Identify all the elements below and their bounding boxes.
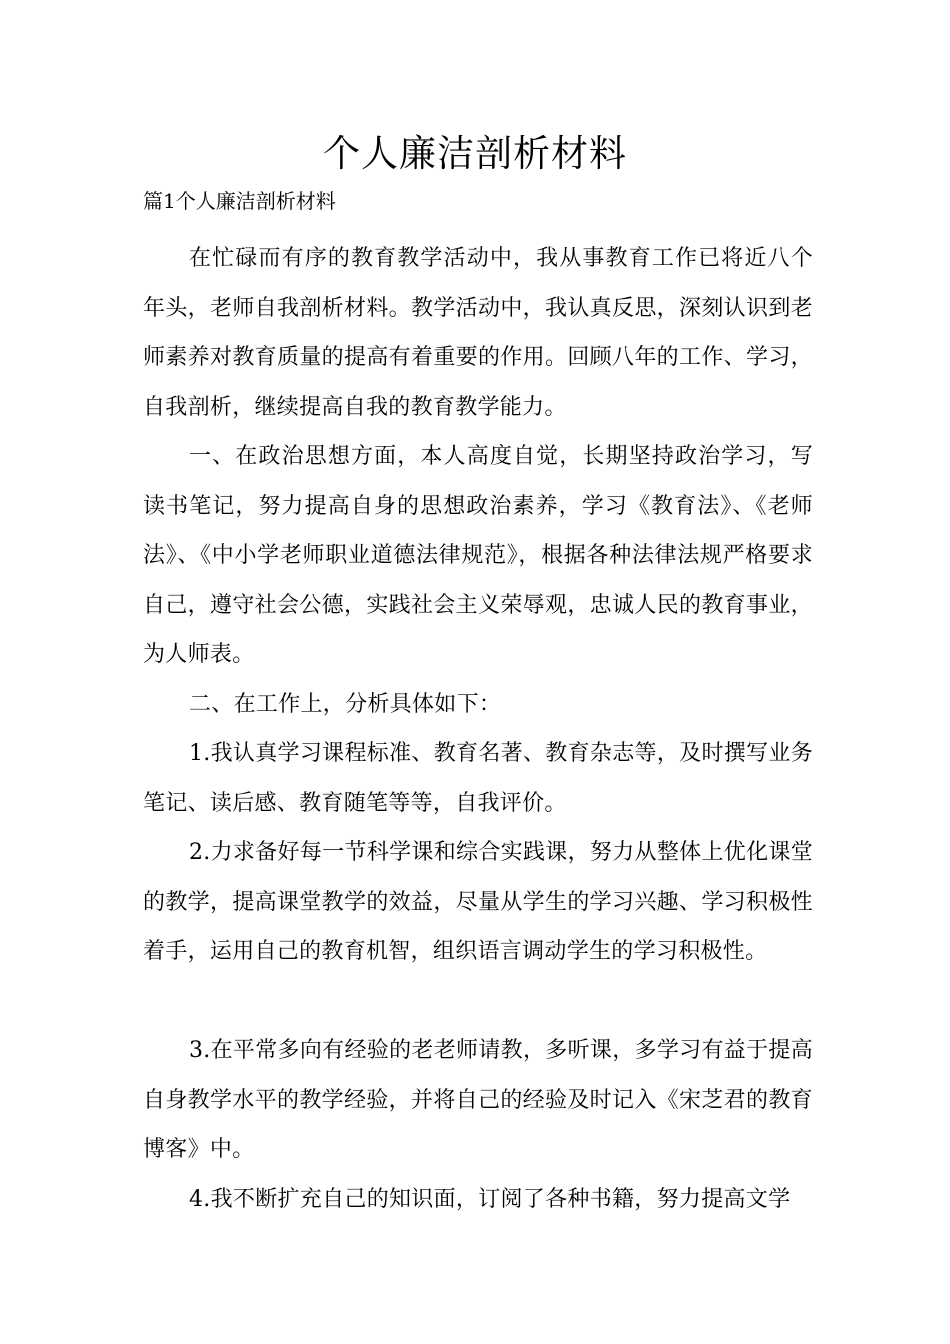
- paragraph-item-3: 3.在平常多向有经验的老老师请教，多听课，多学习有益于提高自身教学水平的教学经验，并将自己的经验及时记入《宋芝君的教育博客》中。: [143, 1038, 813, 1162]
- document-subtitle: 篇1个人廉洁剖析材料: [143, 189, 336, 213]
- paragraph-gap: [143, 977, 813, 1027]
- paragraph-item-4: 4.我不断扩充自己的知识面，订阅了各种书籍，努力提高文学: [189, 1186, 791, 1212]
- document-title: 个人廉洁剖析材料: [323, 132, 627, 175]
- paragraph-political: 一、在政治思想方面，本人高度自觉，长期坚持政治学习，写读书笔记，努力提高自身的思想政治素养，学习《教育法》、《老师法》、《中小学老师职业道德法律规范》，根据各种法律法规严格要求自己，遵守社会公德，实践社会主义荣辱观，忠诚人民的教育事业，为人师表。: [143, 444, 813, 667]
- paragraph-work-heading: 二、在工作上，分析具体如下：: [189, 691, 502, 717]
- document-body: [143, 234, 813, 1224]
- paragraph-item-2: 2.力求备好每一节科学课和综合实践课，努力从整体上优化课堂的教学，提高课堂教学的效益，尽量从学生的学习兴趣、学习积极性着手，运用自己的教育机智，组织语言调动学生的学习积极性。: [143, 840, 813, 964]
- paragraph-intro: 在忙碌而有序的教育教学活动中，我从事教育工作已将近八个年头，老师自我剖析材料。教学活动中，我认真反思，深刻认识到老师素养对教育质量的提高有着重要的作用。回顾八年的工作、学习，自我剖析，继续提高自我的教育教学能力。: [143, 246, 813, 420]
- paragraph-item-1: 1.我认真学习课程标准、教育名著、教育杂志等，及时撰写业务笔记、读后感、教育随笔等等，自我评价。: [143, 741, 813, 816]
